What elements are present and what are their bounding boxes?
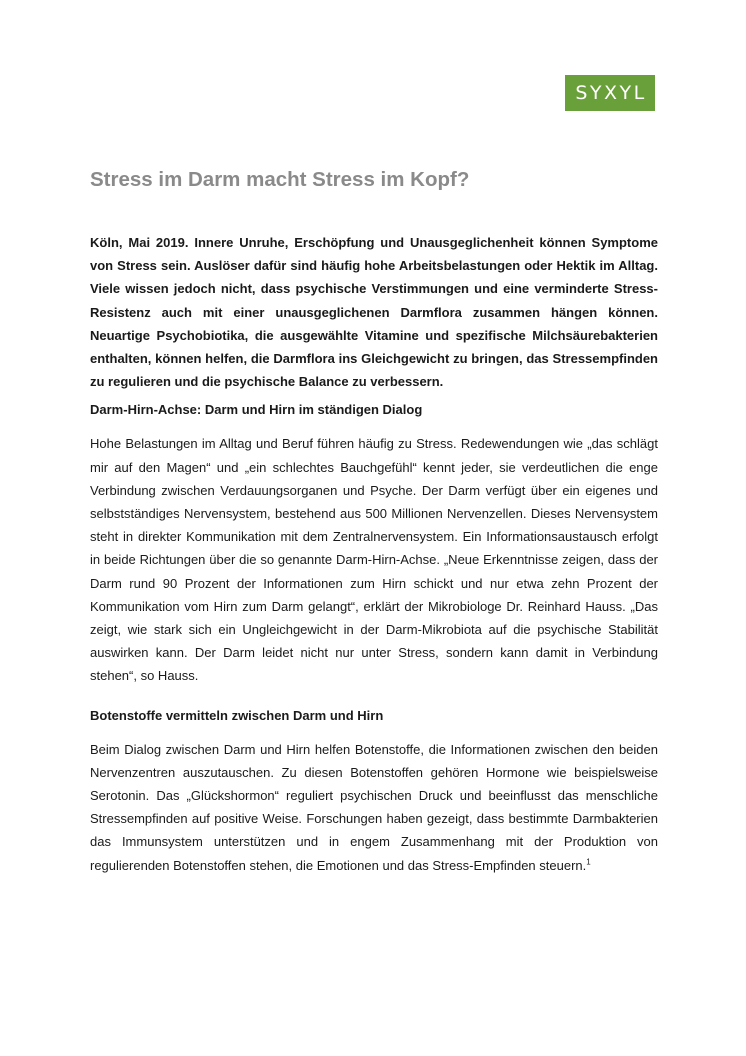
footnote-mark: 1: [586, 857, 591, 867]
article: [90, 166, 658, 895]
syxyl-logo: SYXYL: [565, 75, 655, 111]
section-body-botenstoffe: [90, 738, 658, 877]
article-title: Stress im Darm macht Stress im Kopf?: [90, 168, 470, 191]
section-heading-botenstoffe: Botenstoffe vermitteln zwischen Darm und Hirn: [90, 707, 384, 723]
section-body-botenstoffe-text: Beim Dialog zwischen Darm und Hirn helfen Botenstoffe, die Informationen zwischen den beiden Nervenzentren auszutauschen. Zu diesen Botenstoffen gehören Hormone wie beispielsweise Serotonin. Das „Glückshormon“ reguliert psychischen Druck und beeinflusst das menschliche Stressempfinden auf positive Weise. Forschungen haben gezeigt, dass bestimmte Darmbakterien das Immunsystem unterstützen und in engem Zusammenhang mit der Produktion von regulierenden Botenstoffen stehen, die Emotionen und das Stress-Empfinden steuern.: [90, 741, 658, 873]
section-body-darm-hirn-achse: Hohe Belastungen im Alltag und Beruf führen häufig zu Stress. Redewendungen wie „das schlägt mir auf den Magen“ und „ein schlechtes Bauchgefühl“ kennt jeder, sie verdeutlichen die enge Verbindung zwischen Verdauungsorganen und Psyche. Der Darm verfügt über ein eigenes und selbstständiges Nervensystem, bestehend aus 500 Millionen Nervenzellen. Dieses Nervensystem steht in direkter Kommunikation mit dem Zentralnervensystem. Ein Informationsaustausch erfolgt in beide Richtungen über die so genannte Darm-Hirn-Achse. „Neue Erkenntnisse zeigen, dass der Darm rund 90 Prozent der Informationen zum Hirn schickt und nur etwa zehn Prozent der Kommunikation vom Hirn zum Darm gelangt“, erklärt der Mikrobiologe Dr. Reinhard Hauss. „Das zeigt, wie stark sich ein Ungleichgewicht in der Darm-Mikrobiota auf die psychische Stabilität auswirken kann. Der Darm leidet nicht nur unter Stress, sondern kann damit in Verbindung stehen“, so Hauss.: [90, 436, 658, 684]
lead-paragraph: Köln, Mai 2019. Innere Unruhe, Erschöpfung und Unausgeglichenheit können Symptome von Stress sein. Auslöser dafür sind häufig hohe Arbeitsbelastungen oder Hektik im Alltag. Viele wissen jedoch nicht, dass psychische Verstimmungen und eine verminderte Stress-Resistenz auch mit einer unausgeglichenen Darmflora zusammen hängen können. Neuartige Psychobiotika, die ausgewählte Vitamine und spezifische Milchsäurebakterien enthalten, können helfen, die Darmflora ins Gleichgewicht zu bringen, das Stressempfinden zu regulieren und die psychische Balance zu verbessern.: [90, 235, 658, 390]
section-heading-darm-hirn-achse: Darm-Hirn-Achse: Darm und Hirn im ständigen Dialog: [90, 402, 423, 418]
